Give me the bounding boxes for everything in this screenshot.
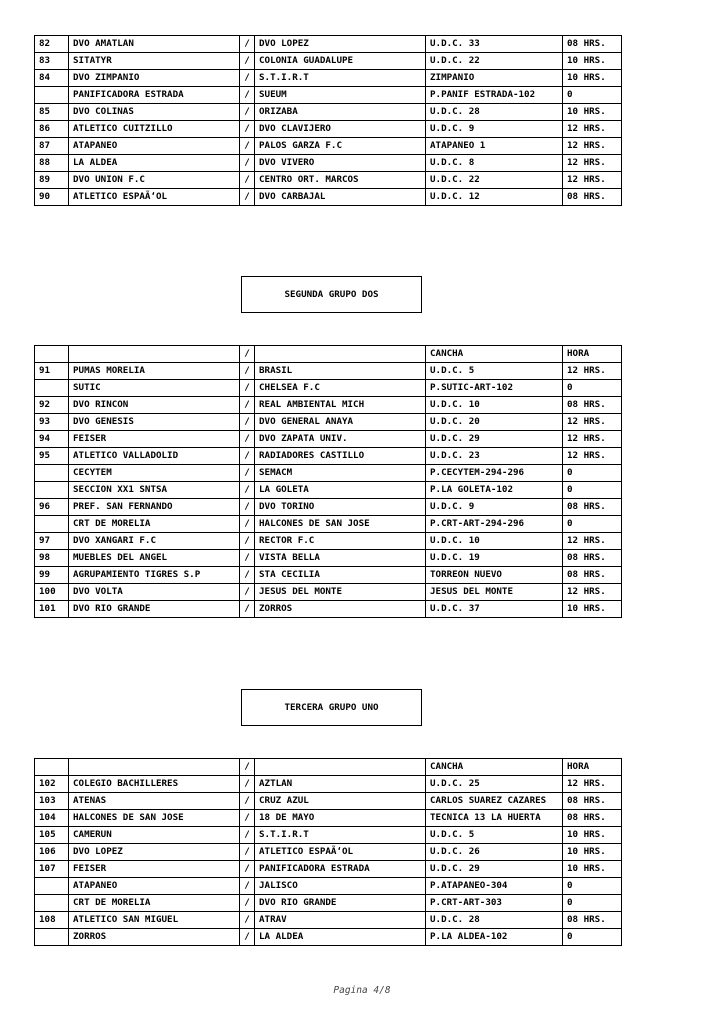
match-number-cell: 93 bbox=[35, 414, 69, 431]
time-cell: 12 HRS. bbox=[563, 776, 622, 793]
table-row bbox=[35, 776, 622, 793]
time-cell: 12 HRS. bbox=[563, 414, 622, 431]
separator-cell: / bbox=[240, 912, 255, 929]
home-team-cell: DVO XANGARI F.C bbox=[69, 533, 240, 550]
table-row bbox=[35, 584, 622, 601]
venue-cell: U.D.C. 10 bbox=[426, 533, 563, 550]
separator-cell: / bbox=[240, 414, 255, 431]
away-team-cell: STA CECILIA bbox=[255, 567, 426, 584]
table-row bbox=[35, 912, 622, 929]
table-row bbox=[35, 810, 622, 827]
home-team-cell: PANIFICADORA ESTRADA bbox=[69, 87, 240, 104]
away-team-cell: DVO VIVERO bbox=[255, 155, 426, 172]
match-number-cell: 103 bbox=[35, 793, 69, 810]
table-row bbox=[35, 431, 622, 448]
home-team-cell: SUTIC bbox=[69, 380, 240, 397]
away-team-cell: SEMACM bbox=[255, 465, 426, 482]
time-cell: 12 HRS. bbox=[563, 431, 622, 448]
away-team-cell: SUEUM bbox=[255, 87, 426, 104]
table-row bbox=[35, 827, 622, 844]
away-team-cell: JESUS DEL MONTE bbox=[255, 584, 426, 601]
separator-cell: / bbox=[240, 155, 255, 172]
venue-cell: U.D.C. 29 bbox=[426, 431, 563, 448]
venue-cell: CANCHA bbox=[426, 759, 563, 776]
table-row bbox=[35, 601, 622, 618]
match-number-cell bbox=[35, 929, 69, 946]
home-team-cell bbox=[69, 346, 240, 363]
table-row bbox=[35, 550, 622, 567]
table-row bbox=[35, 138, 622, 155]
venue-cell: P.LA ALDEA-102 bbox=[426, 929, 563, 946]
match-number-cell: 97 bbox=[35, 533, 69, 550]
match-number-cell bbox=[35, 516, 69, 533]
separator-cell: / bbox=[240, 380, 255, 397]
home-team-cell: SECCION XX1 SNTSA bbox=[69, 482, 240, 499]
match-number-cell: 104 bbox=[35, 810, 69, 827]
home-team-cell: ATAPANEO bbox=[69, 138, 240, 155]
match-number-cell: 100 bbox=[35, 584, 69, 601]
separator-cell: / bbox=[240, 584, 255, 601]
match-number-cell: 101 bbox=[35, 601, 69, 618]
separator-cell: / bbox=[240, 929, 255, 946]
away-team-cell: LA GOLETA bbox=[255, 482, 426, 499]
page-number-footer: Pagina 4/8 bbox=[333, 985, 391, 996]
separator-cell: / bbox=[240, 138, 255, 155]
venue-cell: U.D.C. 25 bbox=[426, 776, 563, 793]
away-team-cell: DVO CARBAJAL bbox=[255, 189, 426, 206]
away-team-cell: COLONIA GUADALUPE bbox=[255, 53, 426, 70]
fixtures-table-segunda-grupo-dos bbox=[34, 345, 622, 618]
home-team-cell: AGRUPAMIENTO TIGRES S.P bbox=[69, 567, 240, 584]
table-row bbox=[35, 465, 622, 482]
home-team-cell: ATENAS bbox=[69, 793, 240, 810]
separator-cell: / bbox=[240, 759, 255, 776]
venue-cell: U.D.C. 33 bbox=[426, 36, 563, 53]
match-number-cell: 88 bbox=[35, 155, 69, 172]
match-number-cell: 84 bbox=[35, 70, 69, 87]
table-row bbox=[35, 397, 622, 414]
venue-cell: U.D.C. 5 bbox=[426, 363, 563, 380]
time-cell: 12 HRS. bbox=[563, 138, 622, 155]
table-row bbox=[35, 929, 622, 946]
away-team-cell: DVO GENERAL ANAYA bbox=[255, 414, 426, 431]
home-team-cell: DVO RIO GRANDE bbox=[69, 601, 240, 618]
table-row bbox=[35, 878, 622, 895]
away-team-cell: 18 DE MAYO bbox=[255, 810, 426, 827]
table-row bbox=[35, 448, 622, 465]
time-cell: 12 HRS. bbox=[563, 363, 622, 380]
separator-cell: / bbox=[240, 567, 255, 584]
separator-cell: / bbox=[240, 878, 255, 895]
time-cell: 0 bbox=[563, 516, 622, 533]
table-row bbox=[35, 567, 622, 584]
time-cell: 08 HRS. bbox=[563, 397, 622, 414]
home-team-cell: CRT DE MORELIA bbox=[69, 516, 240, 533]
venue-cell: U.D.C. 26 bbox=[426, 844, 563, 861]
table-row bbox=[35, 499, 622, 516]
home-team-cell: ATLETICO VALLADOLID bbox=[69, 448, 240, 465]
venue-cell: CANCHA bbox=[426, 346, 563, 363]
time-cell: 10 HRS. bbox=[563, 844, 622, 861]
table-row bbox=[35, 861, 622, 878]
separator-cell: / bbox=[240, 448, 255, 465]
separator-cell: / bbox=[240, 895, 255, 912]
home-team-cell: DVO ZIMPANIO bbox=[69, 70, 240, 87]
home-team-cell: MUEBLES DEL ANGEL bbox=[69, 550, 240, 567]
time-cell: 10 HRS. bbox=[563, 601, 622, 618]
separator-cell: / bbox=[240, 793, 255, 810]
separator-cell: / bbox=[240, 499, 255, 516]
separator-cell: / bbox=[240, 121, 255, 138]
home-team-cell: FEISER bbox=[69, 861, 240, 878]
match-number-cell: 102 bbox=[35, 776, 69, 793]
venue-cell: U.D.C. 5 bbox=[426, 827, 563, 844]
time-cell: 08 HRS. bbox=[563, 36, 622, 53]
match-number-cell: 91 bbox=[35, 363, 69, 380]
fixtures-table-tercera-grupo-uno bbox=[34, 758, 622, 946]
away-team-cell: HALCONES DE SAN JOSE bbox=[255, 516, 426, 533]
match-number-cell bbox=[35, 380, 69, 397]
table-row bbox=[35, 793, 622, 810]
match-number-cell: 83 bbox=[35, 53, 69, 70]
home-team-cell: SITATYR bbox=[69, 53, 240, 70]
away-team-cell: S.T.I.R.T bbox=[255, 827, 426, 844]
time-cell: HORA bbox=[563, 346, 622, 363]
away-team-cell: AZTLAN bbox=[255, 776, 426, 793]
match-number-cell: 107 bbox=[35, 861, 69, 878]
home-team-cell: COLEGIO BACHILLERES bbox=[69, 776, 240, 793]
away-team-cell bbox=[255, 759, 426, 776]
home-team-cell: ATLETICO SAN MIGUEL bbox=[69, 912, 240, 929]
venue-cell: U.D.C. 37 bbox=[426, 601, 563, 618]
home-team-cell: ZORROS bbox=[69, 929, 240, 946]
time-cell: 08 HRS. bbox=[563, 567, 622, 584]
separator-cell: / bbox=[240, 516, 255, 533]
venue-cell: U.D.C. 28 bbox=[426, 912, 563, 929]
match-number-cell: 89 bbox=[35, 172, 69, 189]
venue-cell: P.SUTIC-ART-102 bbox=[426, 380, 563, 397]
table-row bbox=[35, 121, 622, 138]
time-cell: 08 HRS. bbox=[563, 499, 622, 516]
time-cell: 0 bbox=[563, 87, 622, 104]
table-row bbox=[35, 482, 622, 499]
table-header-row bbox=[35, 346, 622, 363]
venue-cell: CARLOS SUAREZ CAZARES bbox=[426, 793, 563, 810]
match-number-cell: 99 bbox=[35, 567, 69, 584]
venue-cell: U.D.C. 20 bbox=[426, 414, 563, 431]
separator-cell: / bbox=[240, 431, 255, 448]
time-cell: 08 HRS. bbox=[563, 810, 622, 827]
match-number-cell bbox=[35, 759, 69, 776]
separator-cell: / bbox=[240, 70, 255, 87]
away-team-cell: RADIADORES CASTILLO bbox=[255, 448, 426, 465]
time-cell: 0 bbox=[563, 482, 622, 499]
venue-cell: U.D.C. 9 bbox=[426, 499, 563, 516]
separator-cell: / bbox=[240, 104, 255, 121]
away-team-cell: ZORROS bbox=[255, 601, 426, 618]
match-number-cell: 98 bbox=[35, 550, 69, 567]
separator-cell: / bbox=[240, 827, 255, 844]
group-title-segunda-grupo-dos: SEGUNDA GRUPO DOS bbox=[241, 276, 422, 313]
away-team-cell: JALISCO bbox=[255, 878, 426, 895]
table-row bbox=[35, 70, 622, 87]
time-cell: 10 HRS. bbox=[563, 104, 622, 121]
match-number-cell bbox=[35, 895, 69, 912]
match-number-cell bbox=[35, 346, 69, 363]
home-team-cell bbox=[69, 759, 240, 776]
table-row bbox=[35, 104, 622, 121]
match-number-cell: 92 bbox=[35, 397, 69, 414]
separator-cell: / bbox=[240, 482, 255, 499]
home-team-cell: HALCONES DE SAN JOSE bbox=[69, 810, 240, 827]
venue-cell: ZIMPANIO bbox=[426, 70, 563, 87]
separator-cell: / bbox=[240, 861, 255, 878]
time-cell: 12 HRS. bbox=[563, 172, 622, 189]
away-team-cell: CENTRO ORT. MARCOS bbox=[255, 172, 426, 189]
separator-cell: / bbox=[240, 172, 255, 189]
separator-cell: / bbox=[240, 465, 255, 482]
separator-cell: / bbox=[240, 87, 255, 104]
table-header-row bbox=[35, 759, 622, 776]
table-row bbox=[35, 516, 622, 533]
away-team-cell: DVO CLAVIJERO bbox=[255, 121, 426, 138]
home-team-cell: PREF. SAN FERNANDO bbox=[69, 499, 240, 516]
away-team-cell: DVO RIO GRANDE bbox=[255, 895, 426, 912]
venue-cell: U.D.C. 12 bbox=[426, 189, 563, 206]
venue-cell: U.D.C. 23 bbox=[426, 448, 563, 465]
time-cell: 0 bbox=[563, 465, 622, 482]
table-row bbox=[35, 380, 622, 397]
home-team-cell: CECYTEM bbox=[69, 465, 240, 482]
time-cell: 0 bbox=[563, 895, 622, 912]
separator-cell: / bbox=[240, 601, 255, 618]
time-cell: 10 HRS. bbox=[563, 827, 622, 844]
separator-cell: / bbox=[240, 776, 255, 793]
time-cell: 0 bbox=[563, 380, 622, 397]
venue-cell: U.D.C. 28 bbox=[426, 104, 563, 121]
venue-cell: ATAPANEO 1 bbox=[426, 138, 563, 155]
match-number-cell: 85 bbox=[35, 104, 69, 121]
table-row bbox=[35, 172, 622, 189]
separator-cell: / bbox=[240, 189, 255, 206]
match-number-cell bbox=[35, 87, 69, 104]
home-team-cell: CAMERUN bbox=[69, 827, 240, 844]
home-team-cell: PUMAS MORELIA bbox=[69, 363, 240, 380]
time-cell: 08 HRS. bbox=[563, 912, 622, 929]
home-team-cell: DVO UNION F.C bbox=[69, 172, 240, 189]
match-number-cell: 94 bbox=[35, 431, 69, 448]
match-number-cell: 87 bbox=[35, 138, 69, 155]
fixtures-table-first bbox=[34, 35, 622, 206]
separator-cell: / bbox=[240, 844, 255, 861]
venue-cell: U.D.C. 29 bbox=[426, 861, 563, 878]
home-team-cell: DVO AMATLAN bbox=[69, 36, 240, 53]
venue-cell: P.ATAPANEO-304 bbox=[426, 878, 563, 895]
match-number-cell bbox=[35, 878, 69, 895]
separator-cell: / bbox=[240, 363, 255, 380]
separator-cell: / bbox=[240, 533, 255, 550]
away-team-cell: BRASIL bbox=[255, 363, 426, 380]
away-team-cell: PANIFICADORA ESTRADA bbox=[255, 861, 426, 878]
venue-cell: P.CRT-ART-303 bbox=[426, 895, 563, 912]
match-number-cell bbox=[35, 482, 69, 499]
time-cell: 0 bbox=[563, 929, 622, 946]
time-cell: 12 HRS. bbox=[563, 533, 622, 550]
away-team-cell: RECTOR F.C bbox=[255, 533, 426, 550]
separator-cell: / bbox=[240, 346, 255, 363]
match-number-cell: 82 bbox=[35, 36, 69, 53]
venue-cell: P.CRT-ART-294-296 bbox=[426, 516, 563, 533]
venue-cell: TORREON NUEVO bbox=[426, 567, 563, 584]
away-team-cell: CRUZ AZUL bbox=[255, 793, 426, 810]
venue-cell: U.D.C. 8 bbox=[426, 155, 563, 172]
home-team-cell: ATAPANEO bbox=[69, 878, 240, 895]
venue-cell: TECNICA 13 LA HUERTA bbox=[426, 810, 563, 827]
time-cell: HORA bbox=[563, 759, 622, 776]
time-cell: 08 HRS. bbox=[563, 550, 622, 567]
match-number-cell: 105 bbox=[35, 827, 69, 844]
time-cell: 0 bbox=[563, 878, 622, 895]
table-row bbox=[35, 87, 622, 104]
table-row bbox=[35, 363, 622, 380]
home-team-cell: ATLETICO CUITZILLO bbox=[69, 121, 240, 138]
home-team-cell: DVO COLINAS bbox=[69, 104, 240, 121]
home-team-cell: FEISER bbox=[69, 431, 240, 448]
match-number-cell: 90 bbox=[35, 189, 69, 206]
home-team-cell: LA ALDEA bbox=[69, 155, 240, 172]
table-row bbox=[35, 36, 622, 53]
group-title-tercera-grupo-uno: TERCERA GRUPO UNO bbox=[241, 689, 422, 726]
away-team-cell: CHELSEA F.C bbox=[255, 380, 426, 397]
match-number-cell: 96 bbox=[35, 499, 69, 516]
home-team-cell: CRT DE MORELIA bbox=[69, 895, 240, 912]
away-team-cell: ORIZABA bbox=[255, 104, 426, 121]
home-team-cell: DVO RINCON bbox=[69, 397, 240, 414]
away-team-cell: DVO LOPEZ bbox=[255, 36, 426, 53]
away-team-cell: VISTA BELLA bbox=[255, 550, 426, 567]
match-number-cell bbox=[35, 465, 69, 482]
away-team-cell bbox=[255, 346, 426, 363]
separator-cell: / bbox=[240, 397, 255, 414]
venue-cell: P.CECYTEM-294-296 bbox=[426, 465, 563, 482]
venue-cell: P.PANIF ESTRADA-102 bbox=[426, 87, 563, 104]
away-team-cell: PALOS GARZA F.C bbox=[255, 138, 426, 155]
time-cell: 10 HRS. bbox=[563, 70, 622, 87]
match-number-cell: 106 bbox=[35, 844, 69, 861]
venue-cell: P.LA GOLETA-102 bbox=[426, 482, 563, 499]
table-row bbox=[35, 895, 622, 912]
time-cell: 10 HRS. bbox=[563, 861, 622, 878]
match-number-cell: 108 bbox=[35, 912, 69, 929]
home-team-cell: DVO GENESIS bbox=[69, 414, 240, 431]
match-number-cell: 95 bbox=[35, 448, 69, 465]
away-team-cell: ATLETICO ESPAÃ‘OL bbox=[255, 844, 426, 861]
venue-cell: U.D.C. 22 bbox=[426, 53, 563, 70]
away-team-cell: DVO ZAPATA UNIV. bbox=[255, 431, 426, 448]
away-team-cell: S.T.I.R.T bbox=[255, 70, 426, 87]
table-row bbox=[35, 155, 622, 172]
time-cell: 08 HRS. bbox=[563, 793, 622, 810]
time-cell: 10 HRS. bbox=[563, 53, 622, 70]
home-team-cell: DVO LOPEZ bbox=[69, 844, 240, 861]
home-team-cell: DVO VOLTA bbox=[69, 584, 240, 601]
separator-cell: / bbox=[240, 550, 255, 567]
venue-cell: JESUS DEL MONTE bbox=[426, 584, 563, 601]
away-team-cell: REAL AMBIENTAL MICH bbox=[255, 397, 426, 414]
away-team-cell: DVO TORINO bbox=[255, 499, 426, 516]
match-number-cell: 86 bbox=[35, 121, 69, 138]
time-cell: 12 HRS. bbox=[563, 448, 622, 465]
table-row bbox=[35, 844, 622, 861]
venue-cell: U.D.C. 22 bbox=[426, 172, 563, 189]
table-row bbox=[35, 189, 622, 206]
time-cell: 08 HRS. bbox=[563, 189, 622, 206]
separator-cell: / bbox=[240, 36, 255, 53]
table-row bbox=[35, 53, 622, 70]
time-cell: 12 HRS. bbox=[563, 584, 622, 601]
separator-cell: / bbox=[240, 810, 255, 827]
venue-cell: U.D.C. 10 bbox=[426, 397, 563, 414]
away-team-cell: LA ALDEA bbox=[255, 929, 426, 946]
away-team-cell: ATRAV bbox=[255, 912, 426, 929]
separator-cell: / bbox=[240, 53, 255, 70]
venue-cell: U.D.C. 19 bbox=[426, 550, 563, 567]
table-row bbox=[35, 414, 622, 431]
time-cell: 12 HRS. bbox=[563, 155, 622, 172]
time-cell: 12 HRS. bbox=[563, 121, 622, 138]
table-row bbox=[35, 533, 622, 550]
home-team-cell: ATLETICO ESPAÃ‘OL bbox=[69, 189, 240, 206]
venue-cell: U.D.C. 9 bbox=[426, 121, 563, 138]
